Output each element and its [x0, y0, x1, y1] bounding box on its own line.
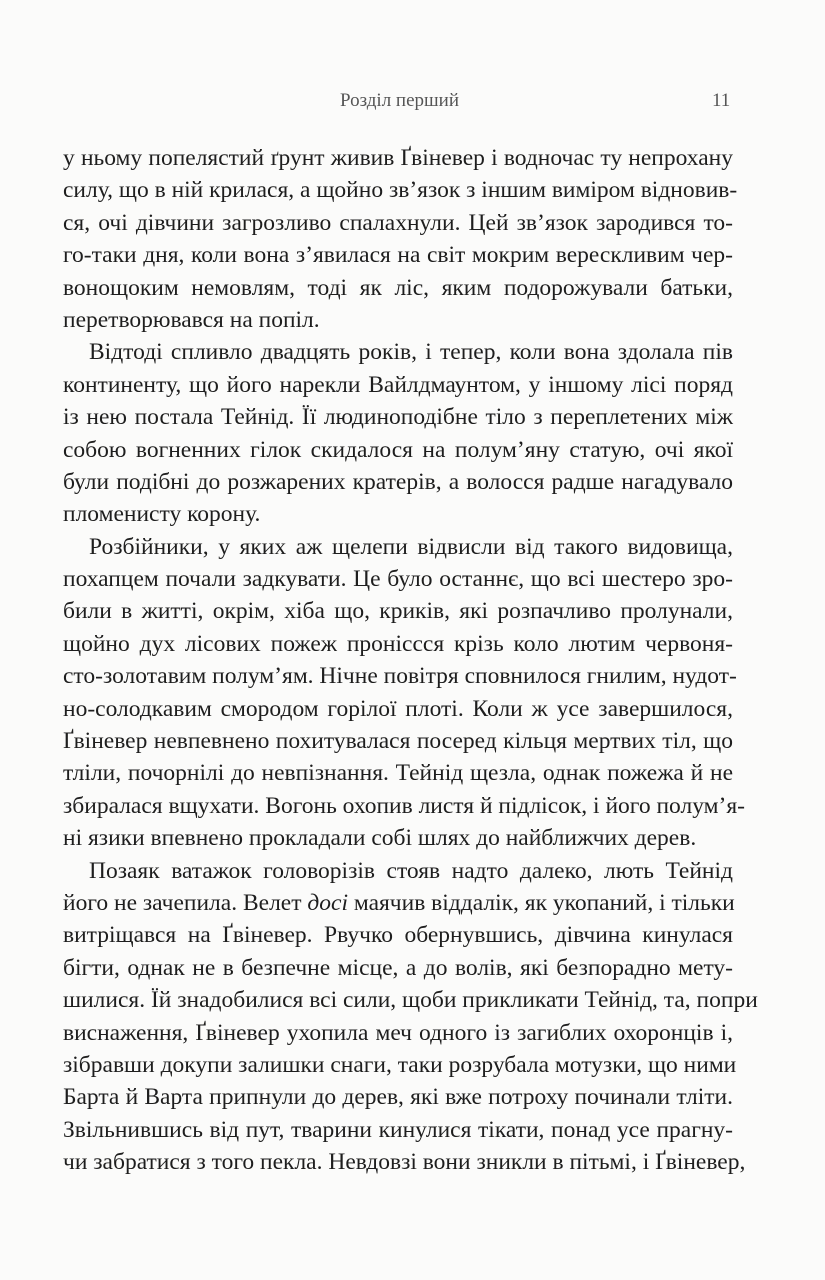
- italic-emphasis: досі: [307, 889, 348, 916]
- text-line: ся, очі дівчини загрозливо спалахнули. Цей зв’язок зародився то-: [63, 209, 733, 236]
- text-line: но-солодкавим смородом горілої плоті. Коли ж усе завершилося,: [63, 695, 733, 722]
- text-line: ні язики впевнено прокладали собі шлях до найближчих дерев.: [63, 825, 697, 852]
- text-line: Відтоді спливло двадцять років, і тепер, коли вона здолала пів: [89, 339, 733, 366]
- text-line: похапцем почали задкувати. Це було останнє, що всі шестеро зро-: [63, 566, 733, 593]
- text-line: Ґвіневер невпевнено похитувалася посеред кільця мертвих тіл, що: [63, 728, 733, 755]
- text-line: перетворювався на попіл.: [63, 306, 320, 333]
- text-line: Розбійники, у яких аж щелепи відвисли від такого видовища,: [89, 533, 733, 560]
- text-line: щойно дух лісових пожеж проніссся крізь коло лютим червоня-: [63, 630, 733, 657]
- text-line: собою вогненних гілок скидалося на полум’яну статую, очі якої: [63, 436, 733, 463]
- text-line: Позаяк ватажок головорізів стояв надто далеко, лють Тейнід: [89, 857, 733, 884]
- text-line: були подібні до розжарених кратерів, а волосся радше нагадувало: [63, 468, 733, 495]
- running-head: [0, 90, 825, 116]
- text-line: Звільнившись від пут, тварини кинулися тікати, понад усе прагну-: [63, 1116, 733, 1143]
- text-line: у ньому попелястий ґрунт живив Ґвіневер і водночас ту непрохану: [63, 145, 733, 171]
- text-line: зібравши докупи залишки снаги, таки розрубала мотузки, що ними: [63, 1051, 737, 1078]
- text-line: бігти, однак не в безпечне місце, а до волів, які безпорадно мету-: [63, 954, 733, 981]
- text-line: вонощоким немовлям, тоді як ліс, яким подорожували батьки,: [63, 274, 733, 301]
- text-line: континенту, що його нарекли Вайлдмаунтом, у іншому лісі поряд: [63, 371, 733, 398]
- text-line: тліли, почорнілі до невпізнання. Тейнід щезла, однак пожежа й не: [63, 760, 733, 787]
- text-line: шилися. Їй знадобилися всі сили, щоби прикликати Тейнід, та, попри: [63, 987, 758, 1014]
- text-line: збиралася вщухати. Вогонь охопив листя й підлісок, і його полум’я-: [63, 792, 745, 819]
- text-line: пломенисту корону.: [63, 501, 261, 528]
- body-text: [63, 142, 758, 1179]
- text-line: го-таки дня, коли вона з’явилася на світ мокрим верескливим чер-: [63, 242, 733, 269]
- text-line: чи забратися з того пекла. Невдовзі вони зникли в пітьмі, і Ґвіневер,: [63, 1149, 746, 1176]
- text-line: виснаження, Ґвіневер ухопила меч одного із загиблих охоронців і,: [63, 1019, 733, 1046]
- chapter-title: Розділ перший: [340, 90, 460, 111]
- text-line-with-italic: його не зачепила. Велет досі маячив віддалік, як укопаний, і тільки: [63, 889, 735, 916]
- text-line: силу, що в ній крилася, а щойно зв’язок з іншим виміром відновив-: [63, 177, 738, 204]
- page-number: 11: [712, 90, 731, 111]
- text-line: витріщався на Ґвіневер. Рвучко обернувшись, дівчина кинулася: [63, 922, 733, 949]
- text-line: сто-золотавим полум’ям. Нічне повітря сповнилося гнилим, нудот-: [63, 663, 737, 690]
- text-line: із нею постала Тейнід. Її людиноподібне тіло з переплетених між: [63, 404, 733, 431]
- text-line: Барта й Варта припнули до дерев, які вже потроху починали тліти.: [63, 1084, 733, 1111]
- text-line: били в житті, окрім, хіба що, криків, які розпачливо пролунали,: [63, 598, 733, 625]
